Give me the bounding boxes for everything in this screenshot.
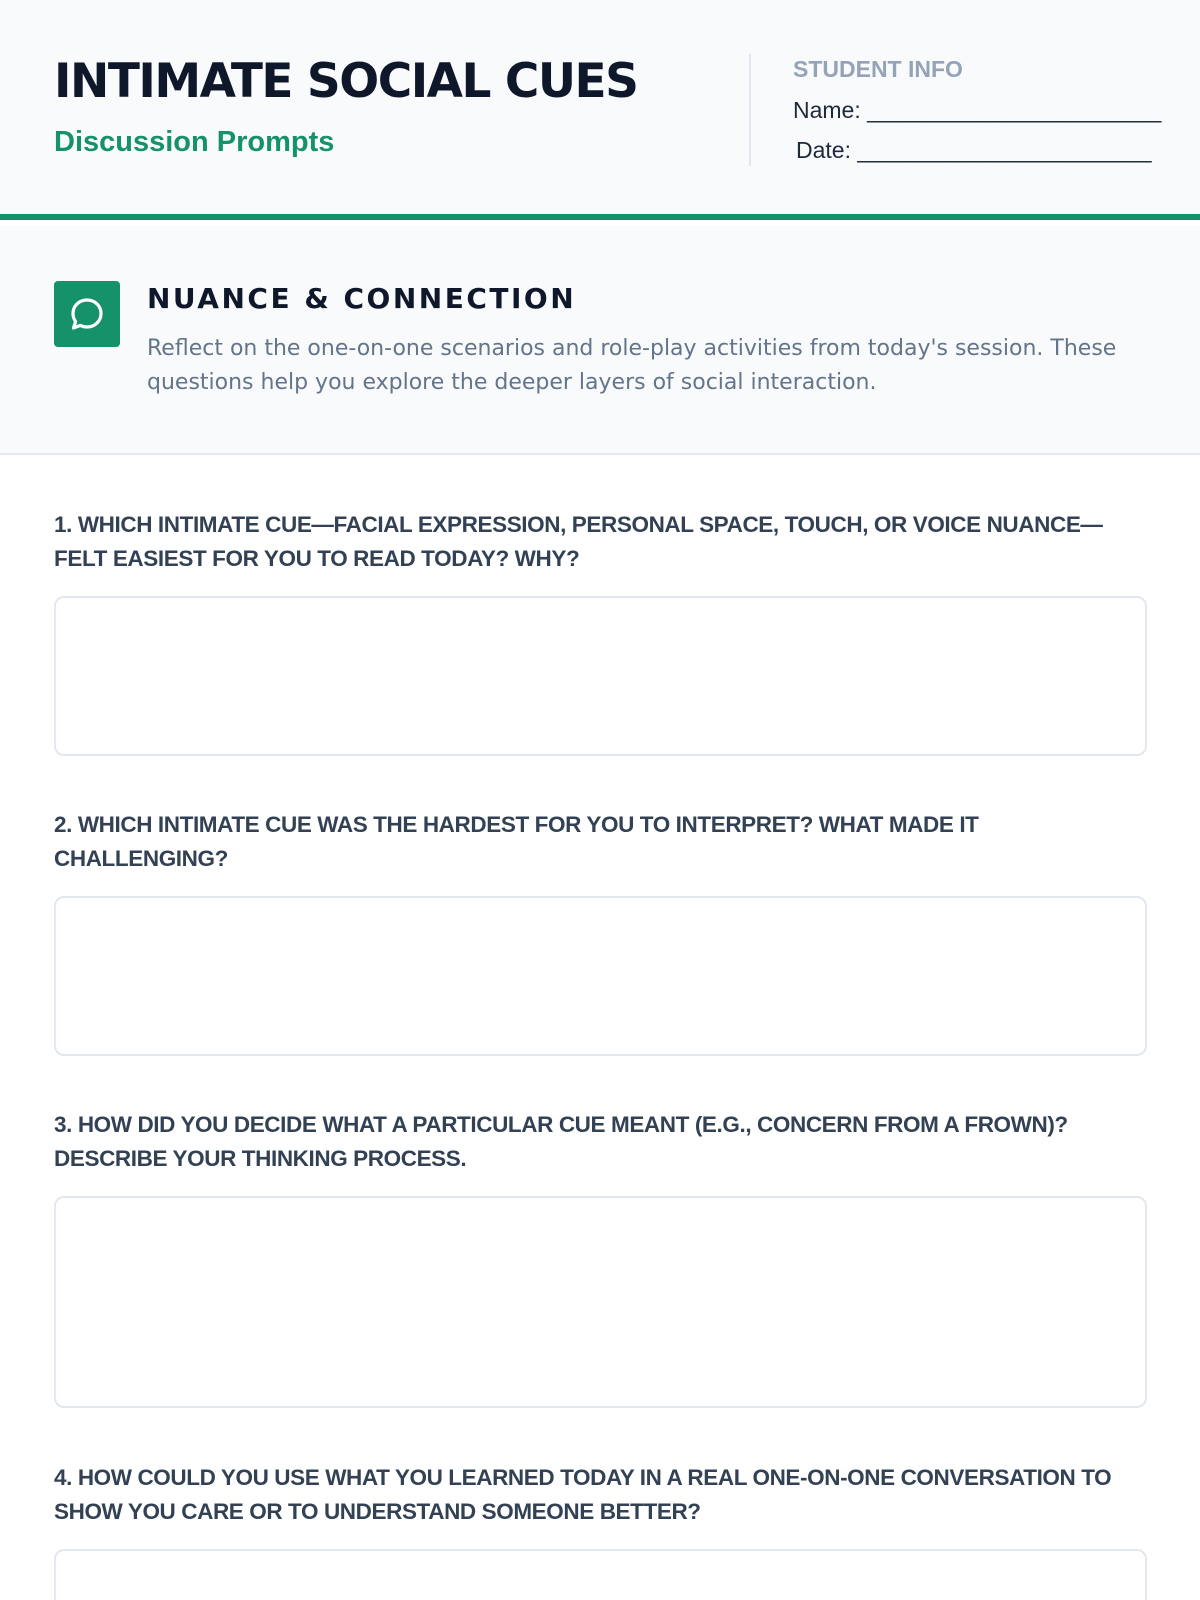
student-info-heading: STUDENT INFO — [793, 56, 963, 82]
question-2: 2. WHICH INTIMATE CUE WAS THE HARDEST FOR YOU TO INTERPRET? WHAT MADE IT CHALLENGING? — [54, 812, 979, 871]
answer-box-4[interactable] — [54, 1549, 1147, 1600]
page-title: INTIMATE SOCIAL CUES — [54, 54, 638, 109]
worksheet-header — [0, 0, 1200, 220]
section-title: NUANCE & CONNECTION — [147, 282, 577, 315]
section-description: Reflect on the one-on-one scenarios and role-play activities from today's session. These questions help you explore the deeper layers of social interaction. — [147, 336, 1117, 395]
chat-bubble-icon — [54, 281, 120, 347]
student-name-field: Name: _______________________ — [793, 97, 1162, 123]
answer-box-3[interactable] — [54, 1196, 1147, 1408]
question-1: 1. WHICH INTIMATE CUE—FACIAL EXPRESSION, PERSONAL SPACE, TOUCH, OR VOICE NUANCE—FELT EASIEST FOR YOU TO READ TODAY? WHY? — [54, 512, 1103, 571]
question-4: 4. HOW COULD YOU USE WHAT YOU LEARNED TODAY IN A REAL ONE-ON-ONE CONVERSATION TO SHOW YOU CARE OR TO UNDERSTAND SOMEONE BETTER? — [54, 1465, 1112, 1524]
question-3: 3. HOW DID YOU DECIDE WHAT A PARTICULAR CUE MEANT (E.G., CONCERN FROM A FROWN)? DESCRIBE YOUR THINKING PROCESS. — [54, 1112, 1068, 1171]
answer-box-2[interactable] — [54, 896, 1147, 1056]
answer-box-1[interactable] — [54, 596, 1147, 756]
intro-section — [0, 226, 1200, 455]
page-subtitle: Discussion Prompts — [54, 126, 335, 158]
header-divider — [749, 54, 751, 166]
student-date-field: Date: _______________________ — [796, 137, 1152, 163]
